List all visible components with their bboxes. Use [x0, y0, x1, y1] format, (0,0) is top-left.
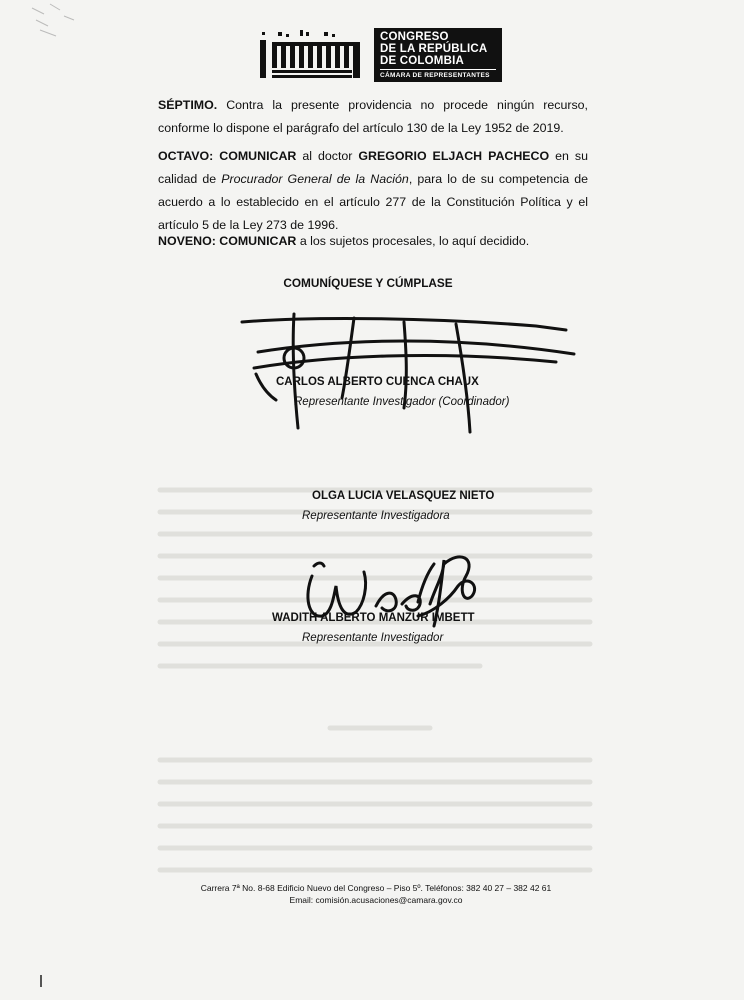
paragraph-noveno — [158, 230, 588, 253]
noveno-label: NOVENO: COMUNICAR — [158, 234, 297, 248]
signatory-name-2: OLGA LUCIA VELASQUEZ NIETO — [312, 490, 495, 502]
footer-address: Carrera 7ª No. 8-68 Edificio Nuevo del Congreso – Piso 5º. Teléfonos: 382 40 27 – 382 42 61 — [200, 883, 552, 893]
scan-noise — [30, 0, 90, 40]
signature-cuenca — [236, 308, 586, 438]
closing-formula: COMUNÍQUESE Y CÚMPLASE — [283, 276, 453, 290]
logo-subtitle: CÁMARA DE REPRESENTANTES — [380, 69, 496, 80]
logo-line-3: DE COLOMBIA — [380, 55, 464, 67]
octavo-label: OCTAVO: COMUNICAR — [158, 149, 297, 163]
scan-edge-mark — [40, 975, 42, 987]
noveno-text: a los sujetos procesales, lo aquí decidido. — [299, 234, 530, 248]
logo-line-2: DE LA REPÚBLICA — [380, 43, 488, 55]
footer-email: Email: comisión.acusaciones@camara.gov.co — [289, 895, 463, 905]
signatory-role-3: Representante Investigador — [302, 632, 444, 644]
capitol-columns-icon — [258, 28, 368, 80]
logo-wordmark — [374, 28, 502, 82]
octavo-name: GREGORIO ELJACH PACHECO — [358, 149, 550, 163]
signature-manzur — [294, 546, 484, 646]
octavo-role: Procurador General de la Nación — [221, 172, 409, 186]
octavo-text-3: , para lo de su competencia de acuerdo a lo establecido en el artículo 277 de la Constitución Política y el artículo 5 de la Ley 273 de 1996. — [158, 172, 589, 232]
octavo-text-2: en su calidad de — [158, 149, 588, 186]
septimo-text: Contra la presente providencia no procede ningún recurso, conforme lo dispone el parágrafo del artículo 130 de la Ley 1952 de 2019. — [158, 98, 588, 135]
congress-logo — [258, 28, 504, 86]
septimo-label: SÉPTIMO. — [158, 98, 218, 112]
paragraph-septimo — [158, 94, 588, 140]
signatory-role-1: Representante Investigador (Coordinador) — [294, 396, 510, 408]
signatory-name-1: CARLOS ALBERTO CUENCA CHAUX — [276, 376, 479, 388]
octavo-text-1: al doctor — [302, 149, 353, 163]
signatory-role-2: Representante Investigadora — [302, 510, 450, 522]
paragraph-octavo — [158, 145, 588, 237]
logo-line-1: CONGRESO — [380, 31, 449, 43]
bleed-through-texture — [150, 470, 610, 890]
signatory-name-3: WADITH ALBERTO MANZUR IMBETT — [272, 612, 475, 624]
